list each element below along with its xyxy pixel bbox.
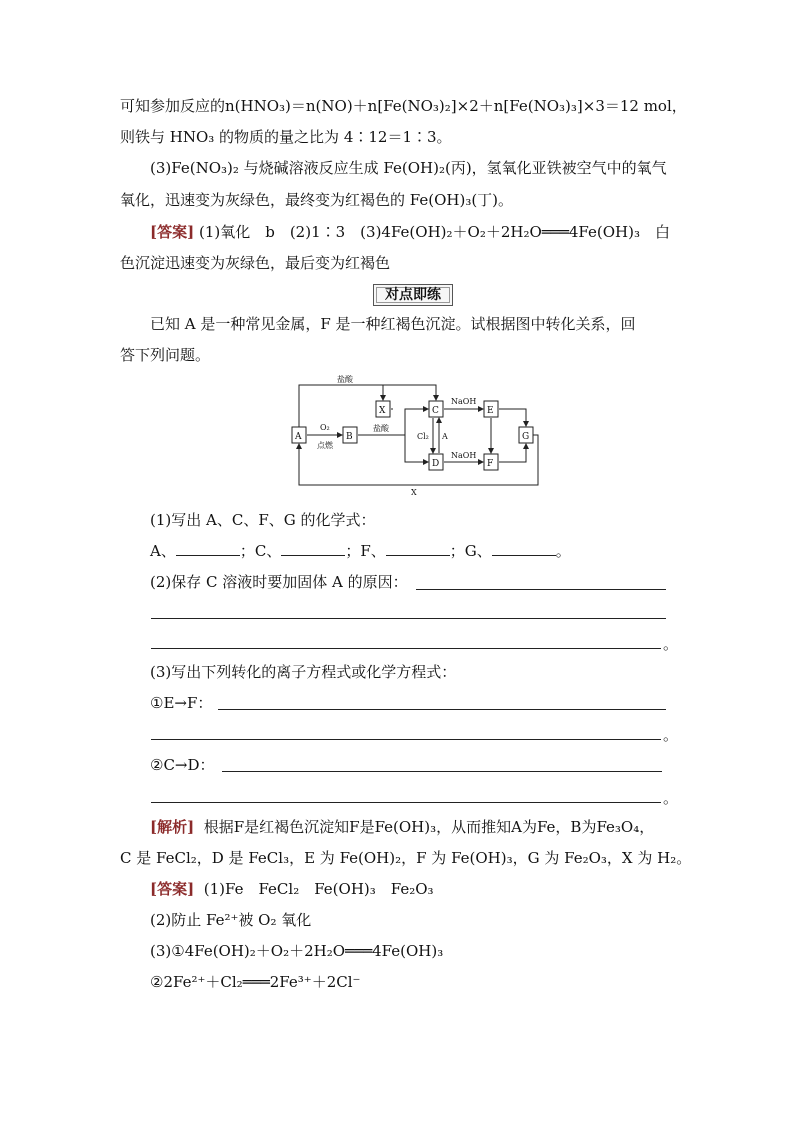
node-g: G [522,432,530,442]
answer-line-4: ②2Fe²⁺＋Cl₂═══2Fe³⁺＋2Cl⁻ [150,973,361,991]
section-badge: 对点即练 [373,284,453,306]
answer-tag: [答案] [150,223,195,241]
solution-line-2: 则铁与 HNO₃ 的物质的量之比为 4∶12＝1∶3。 [120,128,452,146]
fill-label-f: ；F、 [345,542,386,560]
question-3-2: ②C→D： [150,756,215,774]
answer-line-q2-2[interactable] [151,618,666,619]
arrow-e-g [499,409,526,426]
period-q2: 。 [663,635,679,653]
answer-blank-g[interactable] [492,541,556,556]
answer-line-q2-3[interactable] [151,648,661,649]
solution-line-4: 氧化，迅速变为灰绿色，最终变为红褐色的 Fe(OH)₃(丁)。 [120,191,514,209]
answer-tag-2: [答案] [150,880,195,898]
question-2: (2)保存 C 溶液时要加固体 A 的原因： [150,573,408,591]
question-1: (1)写出 A、C、F、G 的化学式： [150,511,376,529]
label-ignite: 点燃 [317,441,333,450]
node-e: E [487,406,494,416]
transformation-diagram [290,375,540,500]
question-3: (3)写出下列转化的离子方程式或化学方程式： [150,663,457,681]
analysis-line-1 [150,816,654,838]
arrow-g-a [299,435,538,485]
question-1-fill [150,540,571,562]
answer-line-2: (2)防止 Fe²⁺被 O₂ 氧化 [150,911,312,929]
analysis-line-2: C 是 FeCl₂，D 是 FeCl₃，E 为 Fe(OH)₂，F 为 Fe(OH)₃，G 为 Fe₂O₃，X 为 H₂。 [120,849,692,867]
label-acid: 盐酸 [373,424,389,433]
problem-stem-2: 答下列问题。 [120,346,211,364]
problem-stem-1: 已知 A 是一种常见金属，F 是一种红褐色沉淀。试根据图中转化关系，回 [150,315,636,333]
label-naoh-2: NaOH [451,451,477,460]
label-naoh-1: NaOH [451,397,477,406]
period-q3-2: 。 [663,789,679,807]
fill-label-a: A、 [150,542,176,560]
solution-line-3: (3)Fe(NO₃)₂ 与烧碱溶液反应生成 Fe(OH)₂(丙)，氢氧化亚铁被空气中的氧气 [150,159,667,177]
answer-line-q2-1[interactable] [416,589,666,590]
label-bottom-x: X [411,488,417,497]
answer-line-q3-1a[interactable] [218,709,666,710]
answer-line-q3-2a[interactable] [222,771,662,772]
prev-answer-line-1 [150,221,670,243]
node-d: D [432,459,440,469]
fill-end: 。 [555,542,571,560]
node-a: A [295,432,302,442]
answer-line-q3-1b[interactable] [151,739,661,740]
arrow-a-c [299,385,436,427]
answer-line-q3-2b[interactable] [151,802,661,803]
label-cl2: Cl₂ [417,432,429,441]
label-o2: O₂ [320,423,330,432]
prev-answer-line-2: 色沉淀迅速变为灰绿色，最后变为红褐色 [120,254,391,272]
analysis-tag: [解析] [150,818,195,836]
label-a: A [442,432,448,441]
answer-blank-c[interactable] [281,541,345,556]
answer-blank-a[interactable] [176,541,240,556]
fill-label-g: ；G、 [449,542,492,560]
label-top-acid: 盐酸 [337,375,353,384]
answer-blank-f[interactable] [386,541,450,556]
answer-line-3: (3)①4Fe(OH)₂＋O₂＋2H₂O═══4Fe(OH)₃ [150,942,444,960]
node-f: F [487,459,494,469]
period-q3-1: 。 [663,726,679,744]
question-3-1: ①E→F： [150,694,213,712]
fill-label-c: ；C、 [239,542,282,560]
answer-line-1 [150,878,434,900]
arrow-f-g [499,444,526,462]
node-c: C [432,406,439,416]
analysis-text-1: 根据F是红褐色沉淀知F是Fe(OH)₃，从而推知A为Fe，B为Fe₃O₄， [203,818,655,836]
solution-line-1: 可知参加反应的n(HNO₃)＝n(NO)＋n[Fe(NO₃)₂]×2＋n[Fe(NO₃)₃]×3＝12 mol， [120,97,687,115]
prev-answer-text: (1)氧化 b (2)1∶3 (3)4Fe(OH)₂＋O₂＋2H₂O═══4Fe(OH)₃ 白 [198,223,670,241]
node-b: B [346,432,353,442]
answer-text-1: (1)Fe FeCl₂ Fe(OH)₃ Fe₂O₃ [203,880,434,898]
node-x: X [379,406,386,416]
